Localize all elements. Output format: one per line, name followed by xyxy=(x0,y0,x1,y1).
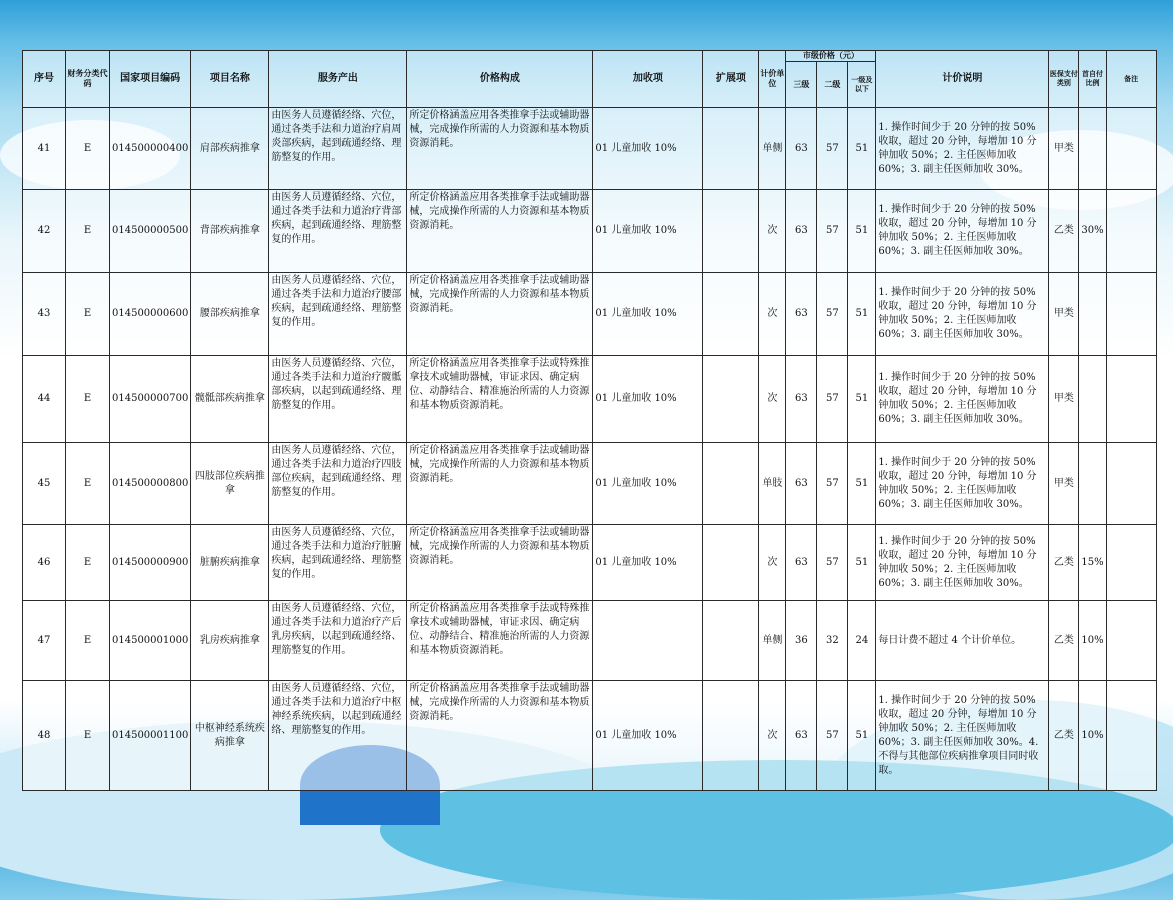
row-surcharge: 01 儿童加收 10% xyxy=(593,273,703,356)
row-price-level3: 63 xyxy=(786,190,817,273)
header-level2: 二级 xyxy=(817,62,848,108)
row-item-name: 背部疾病推拿 xyxy=(191,190,269,273)
row-price-level2: 57 xyxy=(817,443,848,525)
row-price-composition: 所定价格涵盖应用各类推拿手法或辅助器械，完成操作所需的人力资源和基本物质资源消耗。 xyxy=(407,108,593,190)
row-extension xyxy=(703,525,759,601)
row-pricing-note: 1. 操作时间少于 20 分钟的按 50% 收取，超过 20 分钟，每增加 10 分钟加收 50%；2. 主任医师加收 60%；3. 副主任医师加收 30%。 xyxy=(876,525,1049,601)
row-seq: 47 xyxy=(23,601,66,681)
table-row xyxy=(23,601,1157,681)
header-price-composition: 价格构成 xyxy=(407,51,593,108)
row-insurance-type: 甲类 xyxy=(1049,108,1079,190)
row-price-level3: 63 xyxy=(786,525,817,601)
row-pricing-unit: 次 xyxy=(759,190,786,273)
row-service-output: 由医务人员遵循经络、穴位，通过各类手法和力道治疗脏腑疾病，起到疏通经络、理筋整复的作用。 xyxy=(269,525,407,601)
row-finance-code: E xyxy=(66,108,110,190)
header-level3: 三级 xyxy=(786,62,817,108)
row-surcharge: 01 儿童加收 10% xyxy=(593,356,703,443)
row-remark xyxy=(1106,273,1156,356)
row-extension xyxy=(703,443,759,525)
row-seq: 45 xyxy=(23,443,66,525)
row-price-level3: 36 xyxy=(786,601,817,681)
row-surcharge: 01 儿童加收 10% xyxy=(593,190,703,273)
row-price-level2: 57 xyxy=(817,525,848,601)
row-finance-code: E xyxy=(66,356,110,443)
row-extension xyxy=(703,273,759,356)
row-surcharge: 01 儿童加收 10% xyxy=(593,443,703,525)
row-pricing-unit: 单肢 xyxy=(759,443,786,525)
row-price-composition: 所定价格涵盖应用各类推拿手法或辅助器械，完成操作所需的人力资源和基本物质资源消耗。 xyxy=(407,190,593,273)
row-pricing-note: 1. 操作时间少于 20 分钟的按 50% 收取，超过 20 分钟，每增加 10 分钟加收 50%；2. 主任医师加收 60%；3. 副主任医师加收 30%。 xyxy=(876,356,1049,443)
row-service-output: 由医务人员遵循经络、穴位，通过各类手法和力道治疗背部疾病，起到疏通经络、理筋整复的作用。 xyxy=(269,190,407,273)
row-self-pay-ratio: 15% xyxy=(1079,525,1106,601)
row-seq: 46 xyxy=(23,525,66,601)
row-service-output: 由医务人员遵循经络、穴位，通过各类手法和力道治疗肩周炎部疾病，起到疏通经络、理筋整复的作用。 xyxy=(269,108,407,190)
row-price-level3: 63 xyxy=(786,273,817,356)
row-price-level1: 51 xyxy=(848,190,876,273)
row-extension xyxy=(703,108,759,190)
row-service-output: 由医务人员遵循经络、穴位，通过各类手法和力道治疗腰部疾病，起到疏通经络、理筋整复的作用。 xyxy=(269,273,407,356)
row-price-level1: 51 xyxy=(848,108,876,190)
row-insurance-type: 乙类 xyxy=(1049,681,1079,791)
header-insurance-type: 医保支付类别 xyxy=(1049,51,1079,108)
row-national-code: 014500000600 xyxy=(110,273,191,356)
row-price-composition: 所定价格涵盖应用各类推拿手法或特殊推拿技术或辅助器械，审证求因、确定病位、动静结合、精准施治所需的人力资源和基本物质资源消耗。 xyxy=(407,601,593,681)
row-service-output: 由医务人员遵循经络、穴位，通过各类手法和力道治疗四肢部位疾病，起到疏通经络、理筋整复的作用。 xyxy=(269,443,407,525)
row-price-level2: 32 xyxy=(817,601,848,681)
table-row xyxy=(23,273,1157,356)
row-national-code: 014500000900 xyxy=(110,525,191,601)
row-self-pay-ratio: 30% xyxy=(1079,190,1106,273)
row-self-pay-ratio: 10% xyxy=(1079,601,1106,681)
price-table-sheet xyxy=(22,50,1157,791)
header-pricing-unit: 计价单位 xyxy=(759,51,786,108)
row-price-composition: 所定价格涵盖应用各类推拿手法或辅助器械，完成操作所需的人力资源和基本物质资源消耗。 xyxy=(407,525,593,601)
row-pricing-unit: 次 xyxy=(759,681,786,791)
row-finance-code: E xyxy=(66,273,110,356)
row-seq: 43 xyxy=(23,273,66,356)
row-insurance-type: 乙类 xyxy=(1049,601,1079,681)
row-extension xyxy=(703,190,759,273)
row-remark xyxy=(1106,525,1156,601)
row-remark xyxy=(1106,601,1156,681)
row-pricing-unit: 单侧 xyxy=(759,108,786,190)
row-pricing-unit: 次 xyxy=(759,525,786,601)
row-self-pay-ratio xyxy=(1079,108,1106,190)
row-seq: 48 xyxy=(23,681,66,791)
row-pricing-note: 1. 操作时间少于 20 分钟的按 50% 收取，超过 20 分钟，每增加 10 分钟加收 50%；2. 主任医师加收 60%；3. 副主任医师加收 30%。 xyxy=(876,273,1049,356)
row-finance-code: E xyxy=(66,601,110,681)
row-insurance-type: 甲类 xyxy=(1049,443,1079,525)
row-pricing-unit: 单侧 xyxy=(759,601,786,681)
row-price-level2: 57 xyxy=(817,681,848,791)
row-seq: 41 xyxy=(23,108,66,190)
row-price-level1: 51 xyxy=(848,525,876,601)
row-surcharge: 01 儿童加收 10% xyxy=(593,525,703,601)
row-surcharge: 01 儿童加收 10% xyxy=(593,108,703,190)
header-service-output: 服务产出 xyxy=(269,51,407,108)
header-city-price: 市级价格（元） xyxy=(786,51,876,62)
header-extension: 扩展项 xyxy=(703,51,759,108)
row-self-pay-ratio xyxy=(1079,443,1106,525)
header-pricing-note: 计价说明 xyxy=(876,51,1049,108)
row-price-composition: 所定价格涵盖应用各类推拿手法或辅助器械，完成操作所需的人力资源和基本物质资源消耗。 xyxy=(407,443,593,525)
row-surcharge xyxy=(593,601,703,681)
row-self-pay-ratio xyxy=(1079,273,1106,356)
row-price-level2: 57 xyxy=(817,273,848,356)
row-item-name: 四肢部位疾病推拿 xyxy=(191,443,269,525)
row-price-level1: 51 xyxy=(848,443,876,525)
row-price-level1: 51 xyxy=(848,273,876,356)
table-row xyxy=(23,356,1157,443)
row-finance-code: E xyxy=(66,443,110,525)
table-row xyxy=(23,443,1157,525)
row-pricing-note: 每日计费不超过 4 个计价单位。 xyxy=(876,601,1049,681)
table-row xyxy=(23,525,1157,601)
row-price-level3: 63 xyxy=(786,681,817,791)
row-national-code: 014500001000 xyxy=(110,601,191,681)
row-price-level2: 57 xyxy=(817,190,848,273)
row-item-name: 髋骶部疾病推拿 xyxy=(191,356,269,443)
row-national-code: 014500000400 xyxy=(110,108,191,190)
row-item-name: 中枢神经系统疾病推拿 xyxy=(191,681,269,791)
row-item-name: 脏腑疾病推拿 xyxy=(191,525,269,601)
row-insurance-type: 乙类 xyxy=(1049,190,1079,273)
row-national-code: 014500001100 xyxy=(110,681,191,791)
row-service-output: 由医务人员遵循经络、穴位，通过各类手法和力道治疗产后乳房疾病，以起到疏通经络、理筋整复的作用。 xyxy=(269,601,407,681)
header-self-pay-ratio: 首自付比例 xyxy=(1079,51,1106,108)
row-price-level3: 63 xyxy=(786,443,817,525)
row-insurance-type: 甲类 xyxy=(1049,273,1079,356)
row-price-level3: 63 xyxy=(786,356,817,443)
row-pricing-note: 1. 操作时间少于 20 分钟的按 50% 收取，超过 20 分钟，每增加 10 分钟加收 50%；2. 主任医师加收 60%；3. 副主任医师加收 30%。4. 不得与其他部位疾病推拿项目同时收取。 xyxy=(876,681,1049,791)
header-item-name: 项目名称 xyxy=(191,51,269,108)
table-row xyxy=(23,190,1157,273)
row-self-pay-ratio xyxy=(1079,356,1106,443)
row-price-level2: 57 xyxy=(817,108,848,190)
table-row xyxy=(23,681,1157,791)
row-pricing-unit: 次 xyxy=(759,356,786,443)
row-pricing-note: 1. 操作时间少于 20 分钟的按 50% 收取，超过 20 分钟，每增加 10 分钟加收 50%；2. 主任医师加收 60%；3. 副主任医师加收 30%。 xyxy=(876,190,1049,273)
table-row xyxy=(23,108,1157,190)
header-remark: 备注 xyxy=(1106,51,1156,108)
row-finance-code: E xyxy=(66,525,110,601)
row-national-code: 014500000800 xyxy=(110,443,191,525)
row-price-composition: 所定价格涵盖应用各类推拿手法或辅助器械，完成操作所需的人力资源和基本物质资源消耗。 xyxy=(407,681,593,791)
row-price-level3: 63 xyxy=(786,108,817,190)
row-insurance-type: 甲类 xyxy=(1049,356,1079,443)
header-national-code: 国家项目编码 xyxy=(110,51,191,108)
row-extension xyxy=(703,601,759,681)
row-finance-code: E xyxy=(66,681,110,791)
row-pricing-note: 1. 操作时间少于 20 分钟的按 50% 收取，超过 20 分钟，每增加 10 分钟加收 50%；2. 主任医师加收 60%；3. 副主任医师加收 30%。 xyxy=(876,108,1049,190)
header-level1: 一级及以下 xyxy=(848,62,876,108)
row-price-level1: 51 xyxy=(848,681,876,791)
row-item-name: 乳房疾病推拿 xyxy=(191,601,269,681)
row-pricing-note: 1. 操作时间少于 20 分钟的按 50% 收取，超过 20 分钟，每增加 10 分钟加收 50%；2. 主任医师加收 60%；3. 副主任医师加收 30%。 xyxy=(876,443,1049,525)
row-self-pay-ratio: 10% xyxy=(1079,681,1106,791)
row-service-output: 由医务人员遵循经络、穴位，通过各类手法和力道治疗中枢神经系统疾病，以起到疏通经络、理筋整复的作用。 xyxy=(269,681,407,791)
price-table xyxy=(22,50,1157,791)
row-remark xyxy=(1106,108,1156,190)
row-insurance-type: 乙类 xyxy=(1049,525,1079,601)
row-pricing-unit: 次 xyxy=(759,273,786,356)
row-seq: 44 xyxy=(23,356,66,443)
row-national-code: 014500000700 xyxy=(110,356,191,443)
row-seq: 42 xyxy=(23,190,66,273)
row-service-output: 由医务人员遵循经络、穴位，通过各类手法和力道治疗髋骶部疾病，以起到疏通经络、理筋整复的作用。 xyxy=(269,356,407,443)
row-price-composition: 所定价格涵盖应用各类推拿手法或辅助器械，完成操作所需的人力资源和基本物质资源消耗。 xyxy=(407,273,593,356)
row-extension xyxy=(703,356,759,443)
row-national-code: 014500000500 xyxy=(110,190,191,273)
row-remark xyxy=(1106,681,1156,791)
header-finance-code: 财务分类代码 xyxy=(66,51,110,108)
row-item-name: 腰部疾病推拿 xyxy=(191,273,269,356)
row-finance-code: E xyxy=(66,190,110,273)
row-price-level2: 57 xyxy=(817,356,848,443)
row-remark xyxy=(1106,356,1156,443)
row-item-name: 肩部疾病推拿 xyxy=(191,108,269,190)
row-price-level1: 24 xyxy=(848,601,876,681)
row-remark xyxy=(1106,190,1156,273)
header-seq: 序号 xyxy=(23,51,66,108)
header-surcharge: 加收项 xyxy=(593,51,703,108)
row-remark xyxy=(1106,443,1156,525)
row-price-level1: 51 xyxy=(848,356,876,443)
row-price-composition: 所定价格涵盖应用各类推拿手法或特殊推拿技术或辅助器械，审证求因、确定病位、动静结合、精准施治所需的人力资源和基本物质资源消耗。 xyxy=(407,356,593,443)
row-surcharge: 01 儿童加收 10% xyxy=(593,681,703,791)
row-extension xyxy=(703,681,759,791)
